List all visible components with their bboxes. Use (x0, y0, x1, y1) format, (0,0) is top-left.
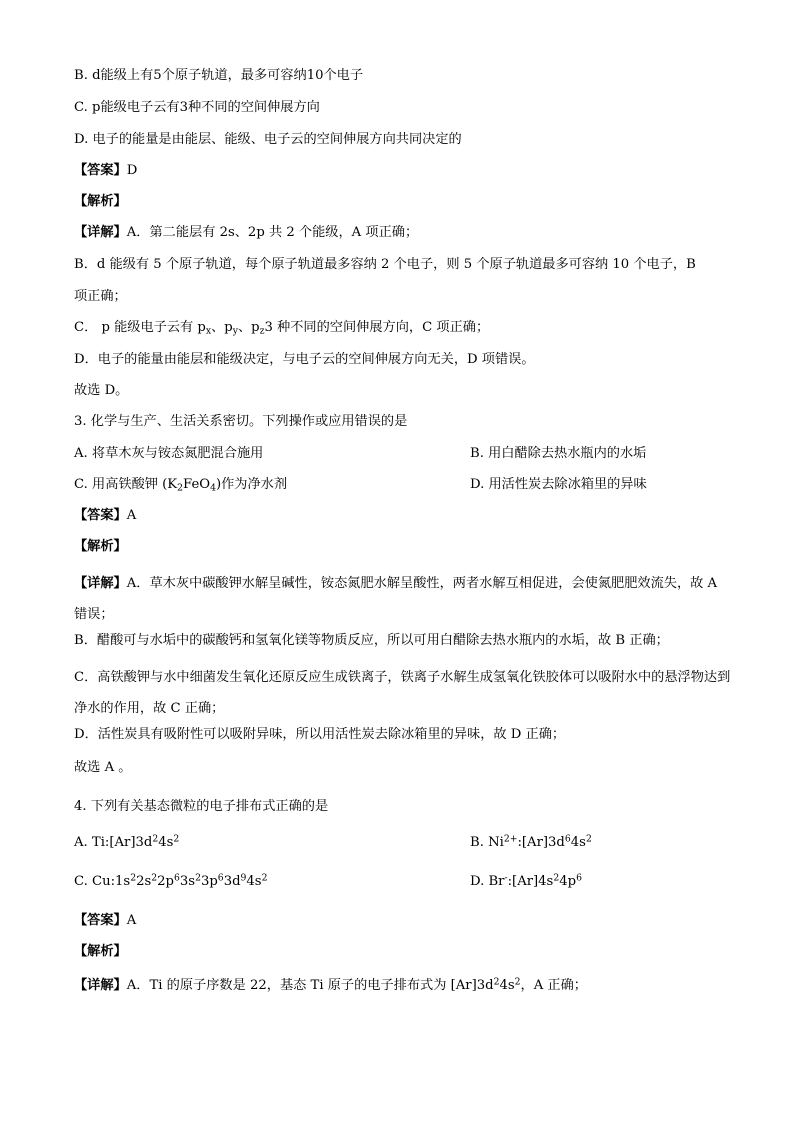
q4-option-c (74, 874, 267, 889)
detail-text: 4s (499, 978, 515, 993)
separator: 、 (211, 320, 225, 335)
superscript: 2 (151, 872, 158, 884)
superscript: 2 (152, 833, 159, 845)
subscript: x (205, 325, 212, 337)
q4-options-row-1 (74, 833, 734, 853)
option-text: 4p (559, 874, 577, 889)
option-text: C. Cu:1s (74, 874, 131, 889)
q4-option-b (470, 833, 592, 853)
q2-conclusion: 故选 D。 (74, 383, 129, 398)
q3-analysis-tag: 【解析】 (74, 539, 127, 554)
q2-option-b: B. d能级上有5个原子轨道，最多可容纳10个电子 (74, 68, 364, 83)
answer-value: A (126, 508, 137, 523)
superscript: 2 (195, 872, 201, 884)
subscript: 2 (177, 482, 184, 494)
option-text: D. Br (470, 874, 505, 889)
q3-option-a: A. 将草木灰与铵态氮肥混合施用 (74, 446, 264, 461)
superscript: 2 (514, 976, 521, 988)
q3-option-d: D. 用活性炭去除冰箱里的异味 (470, 477, 647, 492)
superscript: 2+ (503, 833, 518, 845)
q3-options-row-1 (74, 444, 734, 464)
subscript: z (259, 325, 265, 337)
q4-stem: 4. 下列有关基态微粒的电子排布式正确的是 (74, 799, 329, 814)
detail-tag: 【详解】 (74, 576, 127, 591)
detail-text: A．草木灰中碳酸钾水解呈碱性，铵态氮肥水解呈酸性，两者水解互相促进，会使氮肥肥效流失，故 A 错误； (74, 576, 718, 622)
option-text: FeO (183, 477, 211, 492)
q3-stem: 3. 化学与生产、生活关系密切。下列操作或应用错误的是 (74, 414, 408, 429)
q3-option-b: B. 用白醋除去热水瓶内的水垢 (470, 446, 647, 461)
q3-option-c (74, 477, 287, 492)
q4-option-d (470, 872, 582, 892)
q2-option-c: C. p能级电子云有3种不同的空间伸展方向 (74, 100, 320, 115)
option-text: 2s (136, 874, 152, 889)
superscript: 2 (261, 872, 268, 884)
q2-detail-d: D．电子的能量由能层和能级决定，与电子云的空间伸展方向无关，D 项错误。 (74, 352, 535, 367)
subscript: y (232, 325, 238, 337)
option-text: )作为净水剂 (215, 477, 288, 492)
q4-detail-a (74, 976, 734, 996)
option-text: 3p (200, 874, 218, 889)
answer-value: D (126, 163, 138, 178)
q2-analysis-tag: 【解析】 (74, 194, 127, 209)
separator: 、 (237, 320, 252, 335)
superscript: 2 (553, 872, 560, 884)
option-text: 4s (246, 874, 262, 889)
option-text: 4s (158, 835, 174, 850)
orbital: p (197, 320, 206, 335)
detail-text: ，A 正确； (520, 978, 587, 993)
detail-tag: 【详解】 (74, 225, 127, 240)
superscript: 6 (217, 872, 224, 884)
detail-text: A．第二能层有 2s、2p 共 2 个能级，A 项正确； (126, 225, 419, 240)
answer-tag: 【答案】 (74, 913, 127, 928)
q4-analysis-tag: 【解析】 (74, 944, 127, 959)
answer-tag: 【答案】 (74, 508, 127, 523)
q2-detail-a (74, 223, 734, 243)
superscript: 2 (130, 872, 137, 884)
q2-detail-c (74, 318, 734, 338)
superscript: 2 (173, 833, 180, 845)
option-text: 3d (223, 874, 241, 889)
detail-text: C． p 能级电子云有 (74, 320, 198, 335)
superscript: 2 (585, 833, 592, 845)
superscript: - (504, 872, 508, 884)
superscript: 9 (240, 872, 247, 884)
q2-detail-b-1: B．d 能级有 5 个原子轨道，每个原子轨道最多容纳 2 个电子，则 5 个原子轨道最多可容纳 10 个电子，B (74, 257, 696, 272)
q4-options-row-2 (74, 872, 734, 892)
option-text: 2p (157, 874, 174, 889)
option-text: 4s (570, 835, 586, 850)
detail-text: 3 种不同的空间伸展方向，C 项正确； (264, 320, 490, 335)
answer-tag: 【答案】 (74, 163, 127, 178)
q3-detail-a (74, 568, 734, 630)
answer-value: A (126, 913, 137, 928)
option-text: :[Ar]4s (507, 874, 554, 889)
q3-answer (74, 506, 734, 526)
q2-option-d: D. 电子的能量是由能层、能级、电子云的空间伸展方向共同决定的 (74, 132, 462, 147)
q4-answer (74, 911, 734, 931)
option-text: :[Ar]3d (517, 835, 565, 850)
superscript: 6 (174, 872, 180, 884)
option-text: B. Ni (470, 835, 504, 850)
q3-detail-b: B．醋酸可与水垢中的碳酸钙和氢氧化镁等物质反应，所以可用白醋除去热水瓶内的水垢，故 B 正确； (74, 633, 669, 648)
superscript: 6 (564, 833, 571, 845)
q4-option-a (74, 835, 179, 850)
q2-detail-b-2: 项正确； (74, 289, 127, 304)
q2-answer (74, 161, 734, 181)
option-text: A. Ti:[Ar]3d (74, 835, 153, 850)
superscript: 6 (576, 872, 582, 884)
orbital: p (224, 320, 233, 335)
q3-options-row-2 (74, 475, 734, 495)
orbital: p (251, 320, 260, 335)
q3-conclusion: 故选 A 。 (74, 760, 132, 775)
superscript: 2 (493, 976, 500, 988)
q3-detail-c: C．高铁酸钾与水中细菌发生氧化还原反应生成铁离子，铁离子水解生成氢氧化铁胶体可以吸附水中的悬浮物达到净水的作用，故 C 正确； (74, 670, 731, 716)
q3-detail-d: D．活性炭具有吸附性可以吸附异味，所以用活性炭去除冰箱里的异味，故 D 正确； (74, 727, 566, 742)
detail-text: A．Ti 的原子序数是 22，基态 Ti 原子的电子排布式为 [Ar]3d (126, 978, 494, 993)
option-text: C. 用高铁酸钾 (K (74, 477, 178, 492)
subscript: 4 (210, 482, 216, 494)
detail-tag: 【详解】 (74, 978, 127, 993)
option-text: 3s (179, 874, 196, 889)
